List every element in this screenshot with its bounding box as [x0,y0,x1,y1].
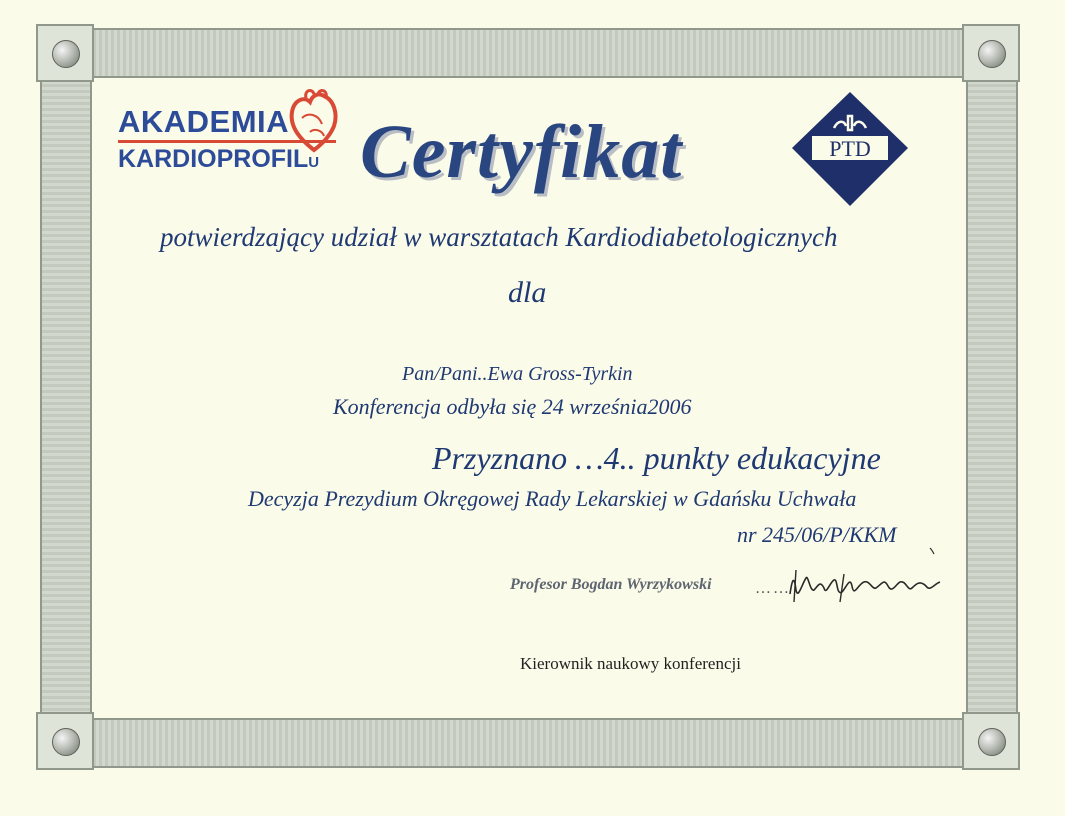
frame-left [40,56,92,746]
decision-number: nr 245/06/P/KKM [737,522,897,547]
frame-corner-bottom-left [36,712,94,770]
frame-bottom [58,718,1008,768]
frame-corner-top-right [962,24,1020,82]
handwritten-signature [780,540,960,620]
for-label: dla [508,276,547,309]
signature-dots: …… [755,580,791,597]
signatory-role: Kierownik naukowy konferencji [520,654,741,673]
recipient-name: Pan/Pani..Ewa Gross-Tyrkin [402,363,633,385]
ptd-logo-text: PTD [829,136,871,161]
frame-corner-bottom-right [962,712,1020,770]
decision-text: Decyzja Prezydium Okręgowej Rady Lekarskiej w Gdańsku Uchwała [248,486,857,511]
heart-logo-icon [288,88,340,154]
frame-corner-top-left [36,24,94,82]
signatory-name: Profesor Bogdan Wyrzykowski [510,576,712,593]
conference-date: Konferencja odbyła się 24 września2006 [333,394,692,419]
logo-kardioprofil-suffix: U [308,154,320,171]
corner-stud-icon [978,40,1006,68]
logo-akademia-text: AKADEMIA [118,104,290,139]
corner-stud-icon [978,728,1006,756]
education-points: Przyznano …4.. punkty edukacyjne [432,440,881,476]
ptd-logo-icon [790,90,910,208]
logo-kardioprofil-main: KARDIOPROFIL [118,145,309,173]
certificate-subtitle: potwierdzający udział w warsztatach Kardiodiabetologicznych [160,222,838,252]
frame-top [58,28,1008,78]
frame-right [966,56,1018,746]
corner-stud-icon [52,40,80,68]
corner-stud-icon [52,728,80,756]
certificate-title: Certyfikat [360,110,683,194]
